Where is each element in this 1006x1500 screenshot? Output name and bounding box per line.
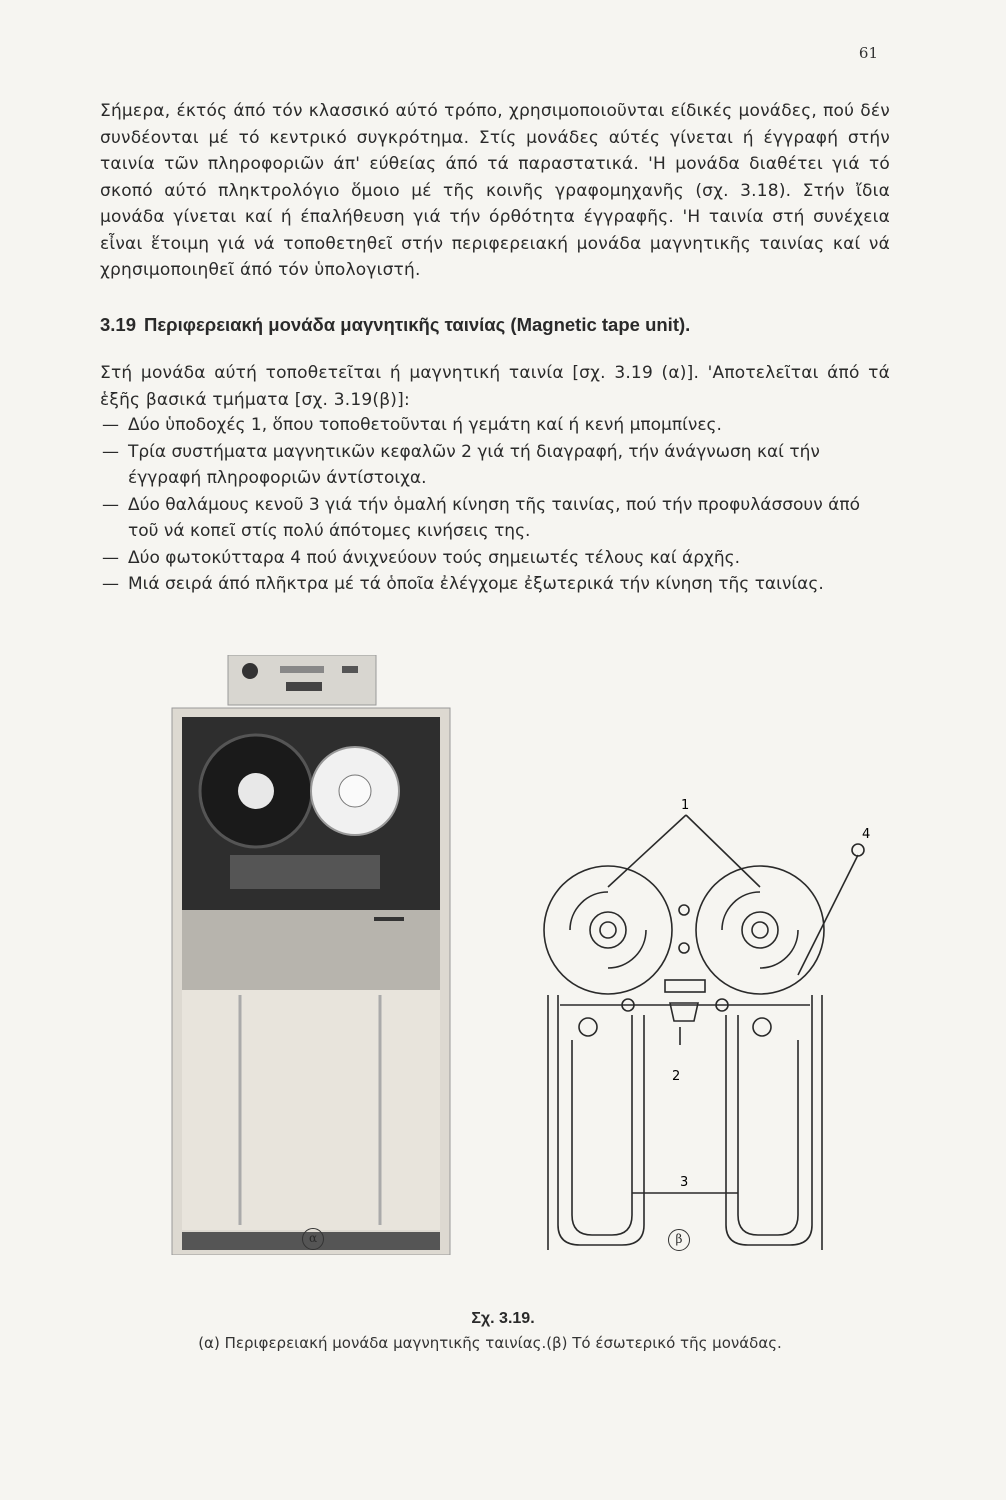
list-dash: —: [102, 494, 119, 515]
list-item: [100, 545, 890, 572]
list-dash: —: [102, 441, 119, 462]
list-item-text: Δύο φωτοκύτταρα 4 πού άνιχνεύουν τούς σημειωτές τέλους καί άρχῆς.: [128, 547, 740, 568]
list-dash: —: [102, 574, 119, 594]
parts-list: [100, 412, 890, 598]
figure-title: Σχ. 3.19.: [471, 1310, 535, 1327]
list-dash: —: [102, 547, 119, 568]
intro-paragraph: Σήμερα, έκτός άπό τόν κλασσικό αύτό τρόπο, χρησιμοποιοῦνται είδικές μονάδες, πού δέν συνδέονται μέ τό κεντρικό συγκρότημα. Στίς μονάδες αύτές γίνεται ή έγγραφή στήν ταινία τῶν πληροφοριῶν άπ' εύθείας άπό τά παραστατικά. 'Η μονάδα διαθέτει γιά τό σκοπό αύτό πληκτρολόγιο ὅμοιο μέ τῆς κοινῆς γραφομηχανῆς (σχ. 3.18). Στήν ἴδια μονάδα γίνεται καί ή έπαλήθευση γιά τήν όρθότητα έγγραφῆς. 'Η ταινία στή συνέχεια εἶναι ἕτοιμη γιά νά τοποθετηθεῖ στήν περιφερειακή μονάδα μαγνητικῆς ταινίας καί νά χρησιμοποιηθεῖ άπό τόν ὑπολογιστή.: [100, 101, 890, 280]
tape-unit-photo: [170, 655, 452, 1255]
tape-unit-illustration: [170, 655, 452, 1255]
callout-1: 1: [681, 798, 690, 813]
section-title: Περιφερειακή μονάδα μαγνητικῆς ταινίας (Magnetic tape unit).: [144, 314, 691, 335]
list-item-text: Δύο ὑποδοχές 1, ὅπου τοποθετοῦνται ή γεμάτη καί ή κενή μπομπίνες.: [128, 415, 722, 435]
figure-label-a: α: [302, 1228, 324, 1250]
section-heading: [100, 314, 890, 336]
page-number: 61: [858, 44, 878, 62]
tape-unit-diagram: [540, 795, 900, 1255]
list-item-text: Μιά σειρά άπό πλῆκτρα μέ τά ὁποῖα ἐλέγχομε ἐξωτερικά τήν κίνηση τῆς ταινίας.: [128, 574, 824, 594]
list-dash: —: [102, 415, 119, 435]
callout-4: 4: [862, 827, 871, 842]
callout-2: 2: [672, 1069, 681, 1084]
list-item-text: Δύο θαλάμους κενοῦ 3 γιά τήν ὁμαλή κίνηση τῆς ταινίας, πού τήν προφυλάσσουν άπό τοῦ νά κοπεῖ στίς πολύ άπότομες κινήσεις της.: [128, 494, 861, 541]
interior-diagram: [540, 795, 900, 1255]
list-item: [100, 412, 890, 439]
list-item: [100, 571, 890, 598]
list-item-text: Τρία συστήματα μαγνητικῶν κεφαλῶν 2 γιά τή διαγραφή, τήν άνάγνωση καί τήν έγγραφή πληροφοριῶν άντίστοιχα.: [128, 441, 820, 488]
section-number: 3.19: [100, 314, 137, 335]
list-item: [100, 492, 890, 545]
callout-3: 3: [680, 1175, 689, 1190]
figure-label-b: β: [668, 1229, 690, 1251]
figure-caption: (α) Περιφερειακή μονάδα μαγνητικῆς ταινίας.(β) Τό έσωτερικό τῆς μονάδας.: [198, 1334, 782, 1352]
list-item: [100, 439, 890, 492]
section-description: Στή μονάδα αύτή τοποθετεῖται ή μαγνητική ταινία [σχ. 3.19 (α)]. 'Αποτελεῖται άπό τά ἑξῆς βασικά τμήματα [σχ. 3.19(β)]:: [100, 363, 890, 410]
